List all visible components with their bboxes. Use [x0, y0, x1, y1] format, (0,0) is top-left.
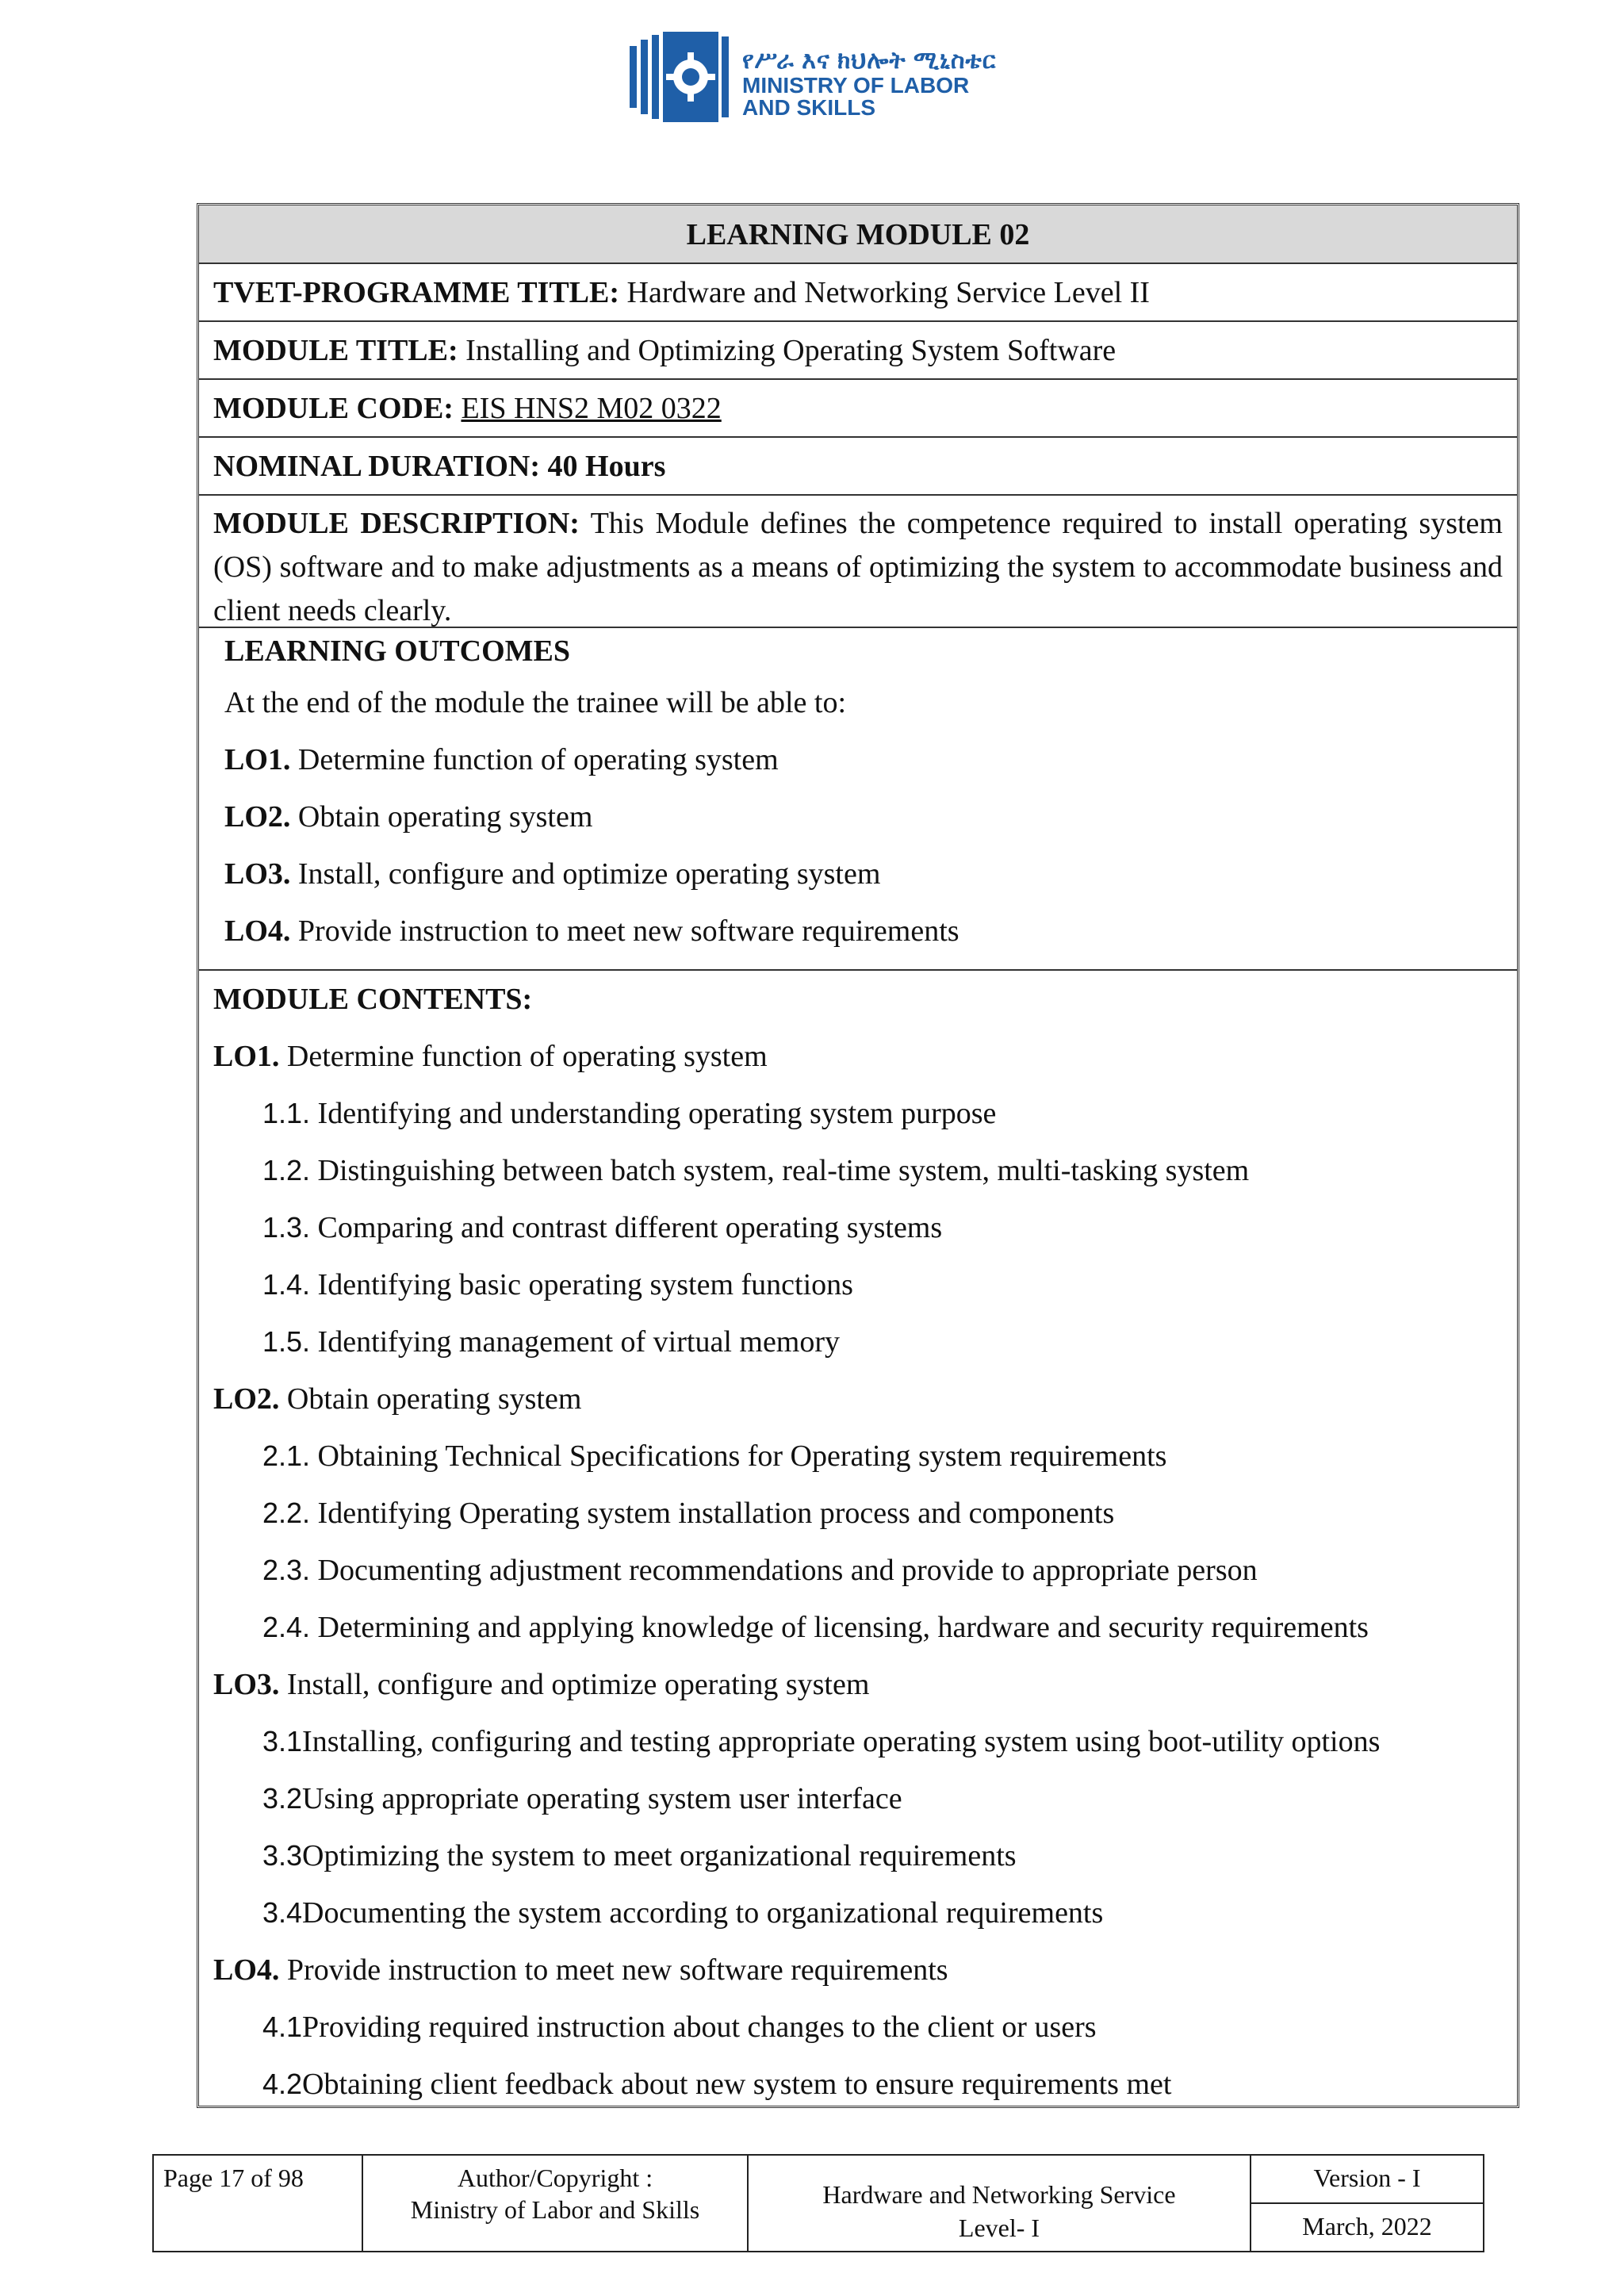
content-group-text: Provide instruction to meet new software requirements: [286, 1953, 948, 1987]
module-code-label: MODULE CODE:: [213, 392, 454, 425]
content-item: [213, 1713, 1503, 1770]
programme-title-value: Hardware and Networking Service Level II: [626, 276, 1150, 309]
learning-outcomes-section: [199, 628, 1517, 971]
content-item: [213, 1428, 1503, 1485]
content-item-text: Distinguishing between batch system, real-time system, multi-tasking system: [310, 1154, 1250, 1187]
content-item-number: 4.1: [262, 2010, 303, 2043]
logo-line-2: AND SKILLS: [742, 95, 875, 120]
learning-outcomes-intro: At the end of the module the trainee will be able to:: [224, 686, 847, 719]
learning-outcome-item: [224, 731, 1503, 788]
learning-outcomes-heading: LEARNING OUTCOMES: [224, 634, 570, 668]
content-group-heading: [213, 1656, 1503, 1713]
content-group-code: LO4.: [213, 1953, 280, 1987]
content-item-number: 1.2.: [262, 1154, 311, 1186]
learning-outcome-text: Determine function of operating system: [297, 743, 779, 776]
content-item: [213, 1199, 1503, 1256]
content-item: [213, 1256, 1503, 1313]
content-group-text: Install, configure and optimize operating system: [286, 1668, 870, 1701]
footer-title-line-1: Hardware and Networking Service: [822, 2180, 1176, 2209]
content-item: [213, 1599, 1503, 1656]
content-item-text: Identifying Operating system installation process and components: [310, 1497, 1115, 1530]
module-code-value: EIS HNS2 M02 0322: [461, 392, 722, 425]
module-contents-heading: MODULE CONTENTS:: [213, 983, 533, 1016]
footer-author-label: Author/Copyright :: [457, 2164, 653, 2192]
content-item: [213, 1142, 1503, 1199]
content-item-text: Using appropriate operating system user interface: [302, 1782, 902, 1815]
learning-outcome-code: LO3.: [224, 857, 291, 891]
module-header: LEARNING MODULE 02: [199, 205, 1517, 264]
content-item-text: Optimizing the system to meet organizational requirements: [302, 1839, 1017, 1872]
nominal-duration: NOMINAL DURATION: 40 Hours: [199, 438, 1517, 496]
content-item-number: 1.4.: [262, 1268, 311, 1301]
content-item-text: Identifying management of virtual memory: [310, 1325, 841, 1359]
content-item-number: 4.2: [262, 2068, 303, 2100]
content-item-text: Obtaining client feedback about new system to ensure requirements met: [302, 2068, 1172, 2101]
content-item-number: 3.4: [262, 1896, 303, 1929]
content-item-number: 3.1: [262, 1725, 303, 1757]
content-item: [213, 1770, 1503, 1827]
module-description-row: [199, 496, 1517, 628]
content-item: [213, 1827, 1503, 1884]
content-item-number: 2.1.: [262, 1439, 311, 1472]
module-description-label: MODULE DESCRIPTION:: [213, 507, 580, 540]
module-table: [197, 203, 1519, 2108]
footer-date: March, 2022: [1302, 2212, 1432, 2240]
footer-title: [749, 2156, 1251, 2251]
content-item-number: 3.2: [262, 1782, 303, 1815]
footer-title-line-2: Level- I: [958, 2214, 1040, 2242]
content-item: [213, 1542, 1503, 1599]
footer-page-number: Page 17 of 98: [154, 2156, 363, 2251]
footer-version: Version - I: [1251, 2156, 1483, 2204]
content-group-heading: [213, 1370, 1503, 1428]
learning-outcome-item: [224, 845, 1503, 903]
content-item-text: Documenting adjustment recommendations and provide to appropriate person: [310, 1554, 1258, 1587]
content-item-number: 2.2.: [262, 1497, 311, 1529]
content-item-text: Documenting the system according to organizational requirements: [302, 1896, 1104, 1930]
content-item-number: 1.1.: [262, 1097, 311, 1129]
learning-outcome-item: [224, 788, 1503, 845]
learning-outcome-code: LO1.: [224, 743, 291, 776]
learning-outcome-code: LO4.: [224, 914, 291, 948]
footer-author-value: Ministry of Labor and Skills: [410, 2195, 700, 2224]
content-group-text: Obtain operating system: [286, 1382, 582, 1416]
module-title-label: MODULE TITLE:: [213, 334, 458, 367]
learning-outcome-text: Provide instruction to meet new software requirements: [297, 914, 959, 948]
content-item-number: 1.5.: [262, 1325, 311, 1358]
content-group-heading: [213, 1941, 1503, 1999]
content-group-code: LO3.: [213, 1668, 280, 1701]
content-group-heading: [213, 1028, 1503, 1085]
content-item-text: Determining and applying knowledge of licensing, hardware and security requirements: [310, 1611, 1369, 1644]
learning-outcome-item: [224, 903, 1503, 960]
content-item: [213, 2056, 1503, 2113]
module-title-value: Installing and Optimizing Operating System Software: [465, 334, 1116, 367]
programme-title-row: [199, 264, 1517, 322]
learning-outcome-text: Obtain operating system: [297, 800, 593, 834]
logo-amharic-text: የሥራ እና ክህሎት ሚኒስቴር: [742, 48, 997, 74]
module-title-row: [199, 322, 1517, 380]
content-item-text: Comparing and contrast different operating systems: [310, 1211, 943, 1244]
content-item: [213, 1999, 1503, 2056]
content-item-text: Providing required instruction about changes to the client or users: [302, 2010, 1097, 2044]
page-footer: [152, 2154, 1484, 2252]
module-contents-section: [199, 971, 1517, 2113]
programme-title-label: TVET-PROGRAMME TITLE:: [213, 276, 620, 309]
content-item: [213, 1085, 1503, 1142]
content-group-code: LO1.: [213, 1040, 280, 1073]
learning-outcome-code: LO2.: [224, 800, 291, 834]
content-item: [213, 1485, 1503, 1542]
content-item: [213, 1884, 1503, 1941]
ministry-emblem-icon: [626, 30, 737, 125]
content-item-number: 3.3: [262, 1839, 303, 1872]
content-group-code: LO2.: [213, 1382, 280, 1416]
content-item: [213, 1313, 1503, 1370]
footer-author: [363, 2156, 749, 2251]
content-group-text: Determine function of operating system: [286, 1040, 768, 1073]
content-item-text: Obtaining Technical Specifications for Operating system requirements: [310, 1439, 1167, 1473]
content-item-number: 2.4.: [262, 1611, 311, 1643]
module-description-text: This Module defines the competence required to install operating system (OS) software and to make adjustments as a means of optimizing the system to accommodate business and client needs clearly.: [213, 507, 1503, 627]
content-item-number: 2.3.: [262, 1554, 311, 1586]
content-item-text: Installing, configuring and testing appropriate operating system using boot-utility options: [302, 1725, 1381, 1758]
module-code-row: [199, 380, 1517, 438]
content-item-text: Identifying and understanding operating system purpose: [310, 1097, 997, 1130]
learning-outcome-text: Install, configure and optimize operating system: [297, 857, 881, 891]
content-item-text: Identifying basic operating system functions: [310, 1268, 853, 1301]
footer-version-block: [1251, 2156, 1483, 2251]
logo-line-1: MINISTRY OF LABOR: [742, 73, 970, 98]
content-item-number: 1.3.: [262, 1211, 311, 1244]
ministry-logo: [626, 30, 1007, 125]
